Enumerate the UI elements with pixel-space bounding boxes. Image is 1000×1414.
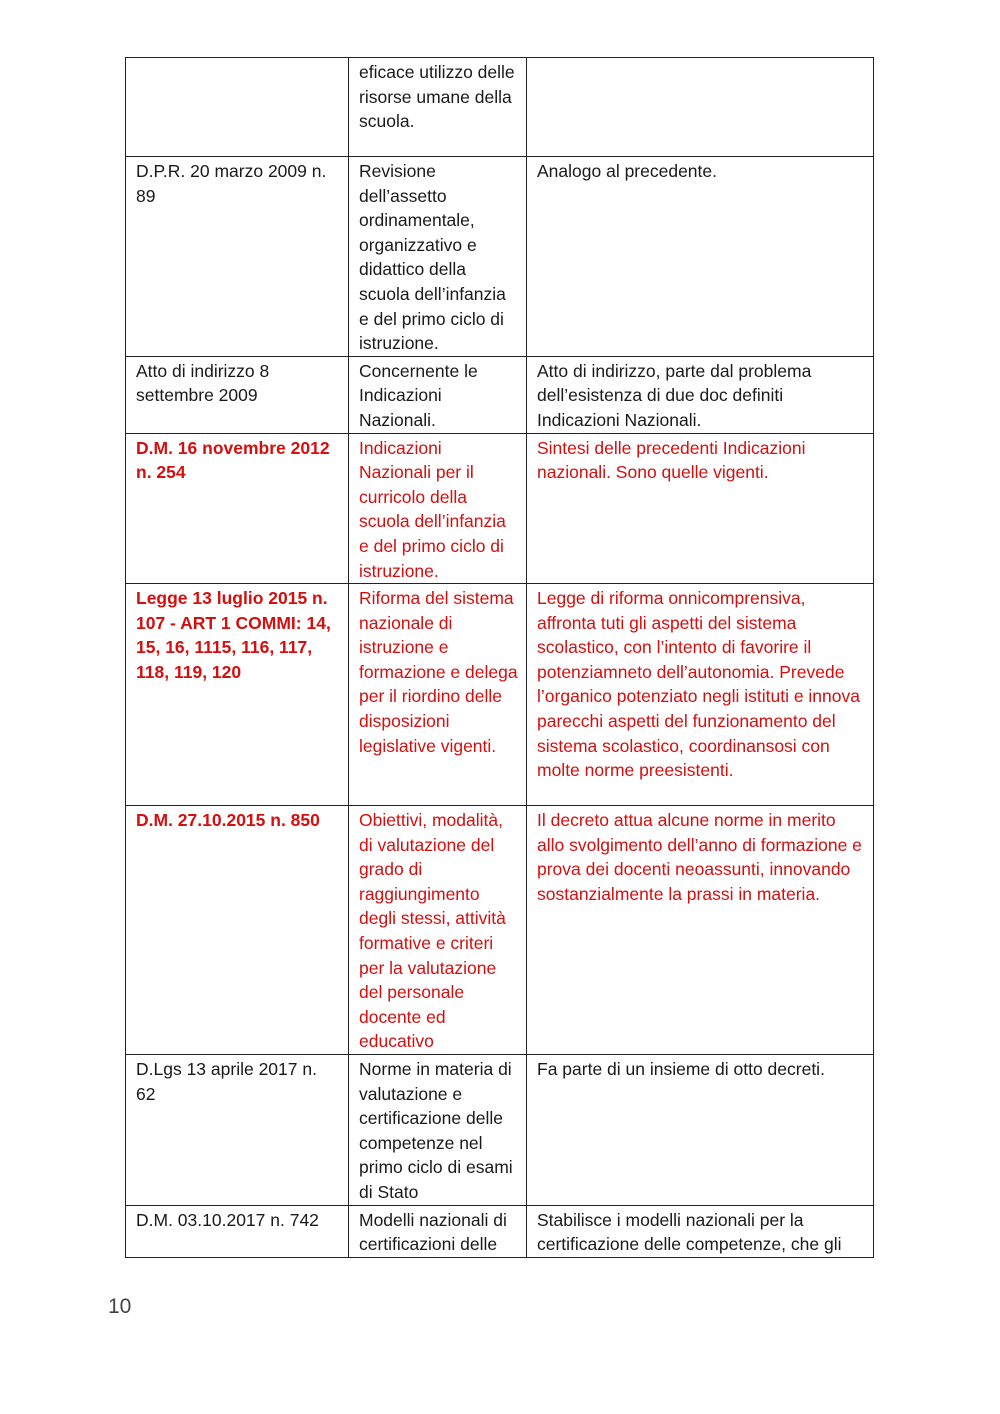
table-row	[126, 806, 874, 1055]
title-cell: Revisione dell’assetto ordinamentale, organizzativo e didattico della scuola dell’infanzia e del primo ciclo di istruzione.	[349, 157, 527, 357]
table-row	[126, 584, 874, 806]
title-cell: eﬁcace utilizzo delle risorse umane della scuola.	[349, 58, 527, 157]
reference-cell: D.M. 16 novembre 2012 n. 254	[126, 433, 349, 584]
note-cell: Il decreto attua alcune norme in merito allo svolgimento dell’anno di formazione e prova dei docenti neoassunti, innovando sostanzialmente la prassi in materia.	[527, 806, 874, 1055]
note-cell: Atto di indirizzo, parte dal problema dell’esistenza di due doc definiti Indicazioni Nazionali.	[527, 356, 874, 433]
table-row	[126, 1205, 874, 1257]
reference-cell: Legge 13 luglio 2015 n. 107 - ART 1 COMMI: 14, 15, 16, 1115, 116, 117, 118, 119, 120	[126, 584, 349, 806]
table-row	[126, 157, 874, 357]
note-cell: Fa parte di un insieme di otto decreti.	[527, 1055, 874, 1206]
title-cell: Modelli nazionali di certificazioni delle	[349, 1205, 527, 1257]
title-cell: Indicazioni Nazionali per il curricolo della scuola dell’infanzia e del primo ciclo di istruzione.	[349, 433, 527, 584]
title-cell: Concernente le Indicazioni Nazionali.	[349, 356, 527, 433]
title-cell: Riforma del sistema nazionale di istruzione e formazione e delega per il riordino delle disposizioni legislative vigenti.	[349, 584, 527, 806]
reference-cell: D.Lgs 13 aprile 2017 n. 62	[126, 1055, 349, 1206]
table-row	[126, 356, 874, 433]
note-cell: Legge di riforma onnicomprensiva, affronta tuti gli aspetti del sistema scolastico, con l’intento di favorire il potenziamneto dell’autonomia. Prevede l’organico potenziato negli istituti e innova parecchi aspetti del funzionamento del sistema scolastico, coordinansosi con molte norme preesistenti.	[527, 584, 874, 806]
note-cell: Stabilisce i modelli nazionali per la certificazione delle competenze, che gli	[527, 1205, 874, 1257]
table-row	[126, 1055, 874, 1206]
reference-cell: D.M. 27.10.2015 n. 850	[126, 806, 349, 1055]
reference-cell	[126, 58, 349, 157]
reference-cell: D.P.R. 20 marzo 2009 n. 89	[126, 157, 349, 357]
note-cell: Sintesi delle precedenti Indicazioni nazionali. Sono quelle vigenti.	[527, 433, 874, 584]
note-cell	[527, 58, 874, 157]
note-cell: Analogo al precedente.	[527, 157, 874, 357]
legislation-table	[125, 57, 874, 1258]
reference-cell: D.M. 03.10.2017 n. 742	[126, 1205, 349, 1257]
reference-cell: Atto di indirizzo 8 settembre 2009	[126, 356, 349, 433]
table-row	[126, 433, 874, 584]
table-row	[126, 58, 874, 157]
title-cell: Norme in materia di valutazione e certificazione delle competenze nel primo ciclo di esami di Stato	[349, 1055, 527, 1206]
page-number: 10	[108, 1295, 132, 1318]
title-cell: Obiettivi, modalità, di valutazione del grado di raggiungimento degli stessi, attività formative e criteri per la valutazione del personale docente ed educativo	[349, 806, 527, 1055]
